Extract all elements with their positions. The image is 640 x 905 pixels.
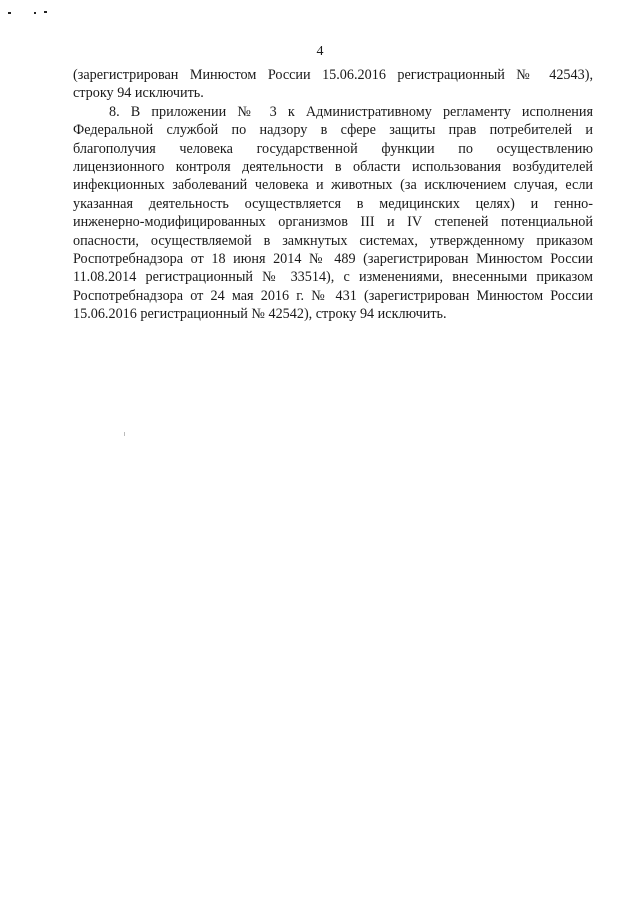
text-line: 11.08.2014 регистрационный № 33514), с изменениями, внесенными приказом bbox=[73, 269, 593, 286]
text-line: указанная деятельность осуществляется в медицинских целях) и генно- bbox=[73, 195, 593, 212]
text-line: лицензионного контроля деятельности в области использования возбудителей bbox=[73, 159, 593, 176]
text-line: опасности, осуществляемой в замкнутых системах, утвержденному приказом bbox=[73, 232, 593, 249]
text-line: строку 94 исключить. bbox=[73, 85, 204, 102]
scan-artifact bbox=[8, 12, 11, 14]
scan-artifact bbox=[44, 11, 47, 13]
text-line: инфекционных заболеваний человека и животных (за исключением случая, если bbox=[73, 177, 593, 194]
paragraph-first-line: 8. В приложении № 3 к Административному регламенту исполнения bbox=[109, 103, 593, 120]
scan-artifact bbox=[124, 432, 125, 436]
text-line: Роспотребнадзора от 24 мая 2016 г. № 431 (зарегистрирован Минюстом России bbox=[73, 287, 593, 304]
text-line: 15.06.2016 регистрационный № 42542), строку 94 исключить. bbox=[73, 306, 447, 323]
text-line: Роспотребнадзора от 18 июня 2014 № 489 (зарегистрирован Минюстом России bbox=[73, 251, 593, 268]
document-body bbox=[73, 66, 593, 324]
text-line: (зарегистрирован Минюстом России 15.06.2016 регистрационный № 42543), bbox=[73, 67, 593, 83]
text-line: инженерно-модифицированных организмов III и IV степеней потенциальной bbox=[73, 214, 593, 231]
page-number: 4 bbox=[316, 44, 324, 59]
scan-artifact bbox=[34, 12, 36, 14]
text-line: Федеральной службой по надзору в сфере защиты прав потребителей и bbox=[73, 122, 593, 139]
text-line: благополучия человека государственной функции по осуществлению bbox=[73, 140, 593, 157]
